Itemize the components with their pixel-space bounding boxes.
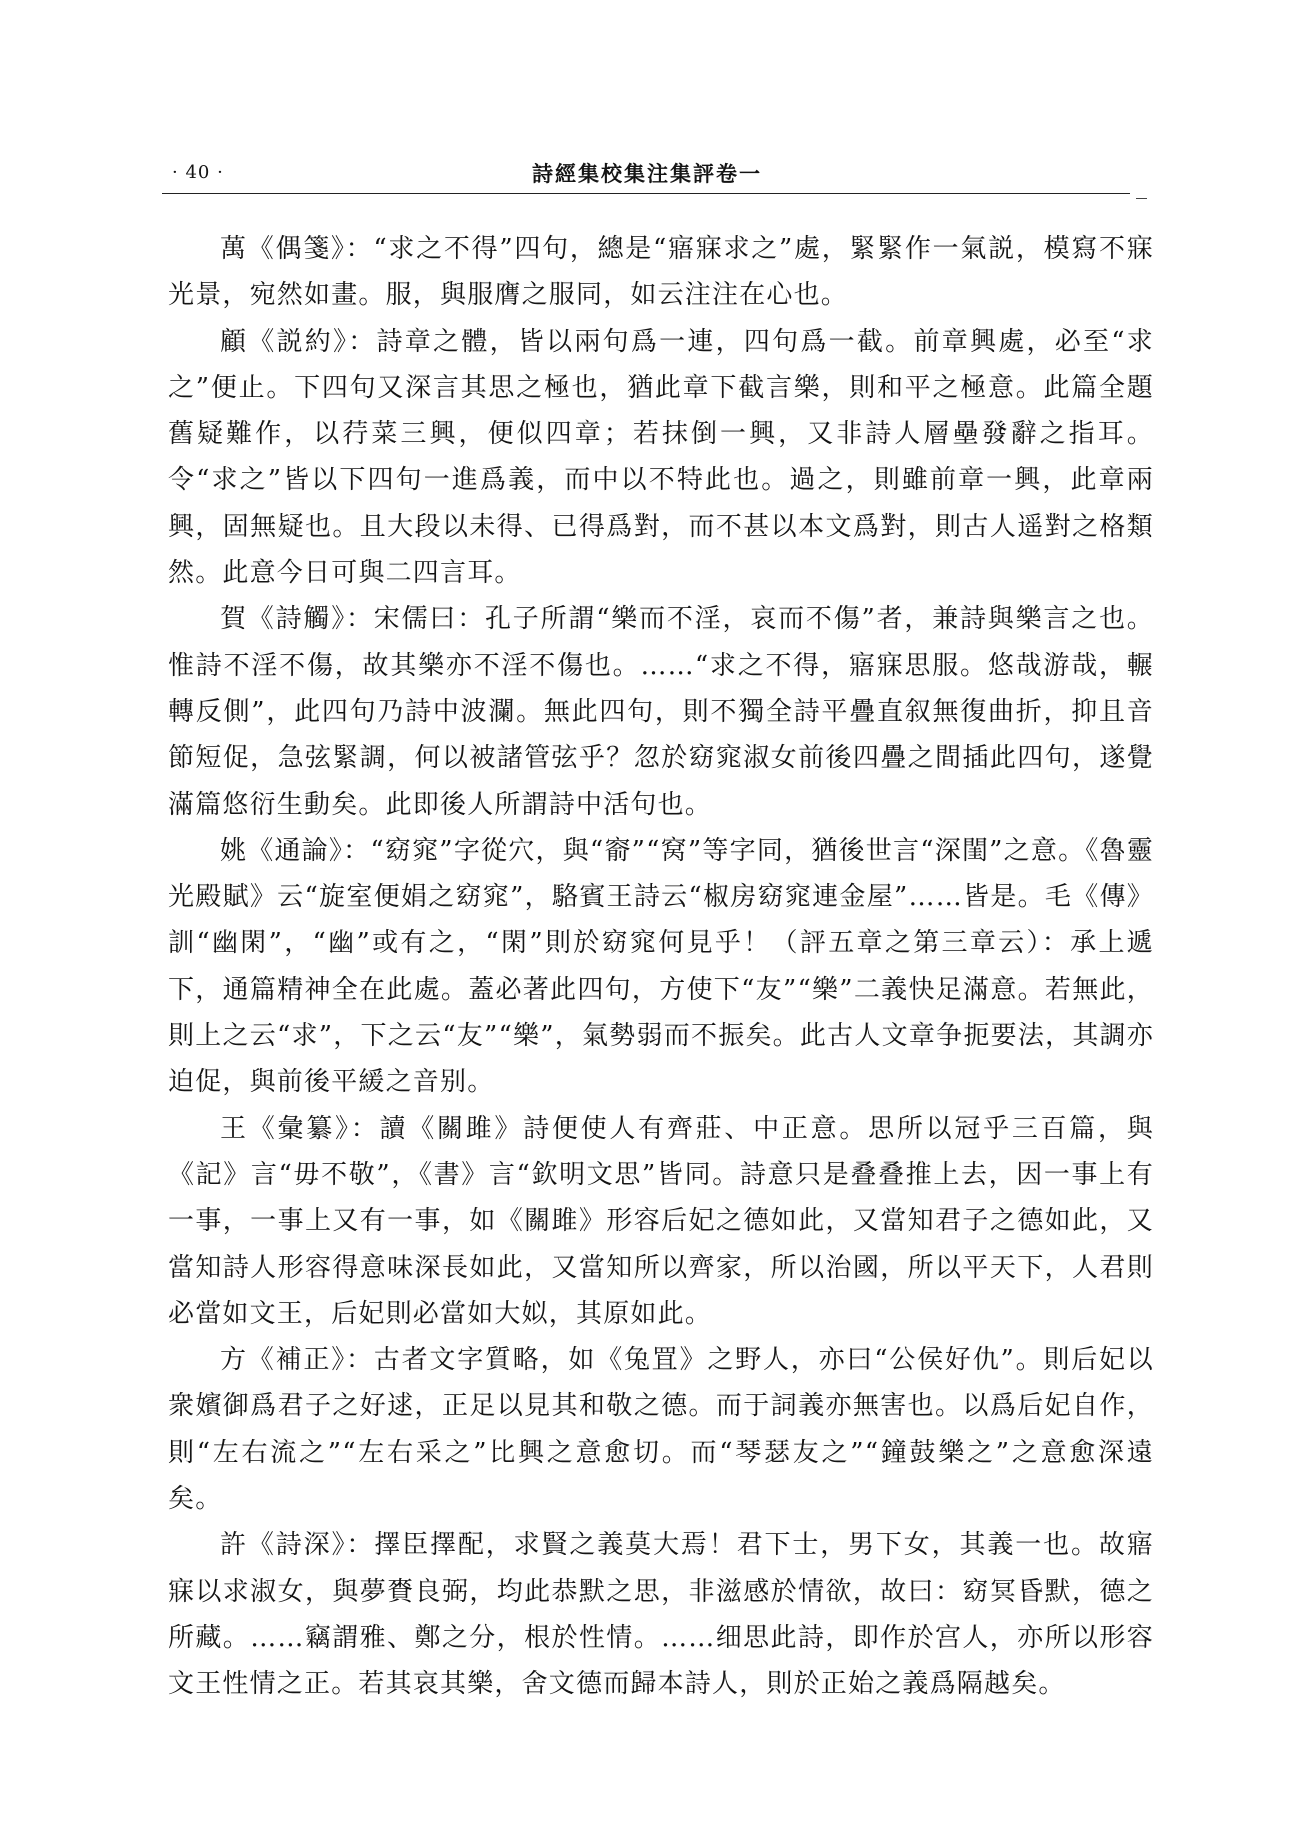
commentary-paragraph-wan: 萬《偶箋》：“求之不得”四句，總是“寤寐求之”處，緊緊作一氣説，模寫不寐光景，宛然如畫。服，與服膺之服同，如云注注在心也。 <box>168 234 1154 311</box>
commentary-paragraph-fang: 方《補正》：古者文字質略，如《兔罝》之野人，亦曰“公侯好仇”。則后妃以衆嬪御爲君子之好逑，正足以見其和敬之德。而于詞義亦無害也。以爲后妃自作，則“左右流之”“左右采之”比興之意愈切。而“琴瑟友之”“鐘鼓樂之”之意愈深遠矣。 <box>168 1345 1154 1515</box>
page-header <box>162 156 1132 192</box>
commentary-paragraph-yao: 姚《通論》：“窈窕”字從穴，與“窬”“窝”等字同，猶後世言“深閨”之意。《魯靈光殿賦》云“旋室便娟之窈窕”，駱賓王詩云“椒房窈窕連金屋”……皆是。毛《傳》訓“幽閑”，“幽”或有之，“閑”則於窈窕何見乎！（評五章之第三章云）：承上遞下，通篇精神全在此處。蓋必著此四句，方使下“友”“樂”二義快足滿意。若無此，則上之云“求”，下之云“友”“樂”，氣勢弱而不振矣。此古人文章争扼要法，其調亦迫促，與前後平緩之音别。 <box>168 835 1154 1098</box>
commentary-paragraph-xu: 許《詩深》：擇臣擇配，求賢之義莫大焉！君下士，男下女，其義一也。故寤寐以求淑女，與夢賚良弼，均此恭默之思，非滋感於情欲，故曰：窈冥昏默，德之所藏。……竊謂雅、鄭之分，根於性情。……细思此詩，即作於宫人，亦所以形容文王性情之正。若其哀其樂，舍文德而歸本詩人，則於正始之義爲隔越矣。 <box>168 1530 1154 1700</box>
margin-tick <box>1136 198 1147 199</box>
page-number: · 40 · <box>172 162 224 183</box>
commentary-paragraph-gu: 顧《説約》：詩章之體，皆以兩句爲一連，四句爲一截。前章興處，必至“求之”便止。下四句又深言其思之極也，猶此章下截言樂，則和平之極意。此篇全題舊疑難作，以荇菜三興，便似四章；若抹倒一興，又非詩人層壘發辭之指耳。令“求之”皆以下四句一進爲義，而中以不特此也。過之，則雖前章一興，此章兩興，固無疑也。且大段以未得、已得爲對，而不甚以本文爲對，則古人遥對之格類然。此意今日可與二四言耳。 <box>168 326 1154 589</box>
commentary-paragraph-he: 賀《詩觸》：宋儒曰：孔子所謂“樂而不淫，哀而不傷”者，兼詩與樂言之也。惟詩不淫不傷，故其樂亦不淫不傷也。……“求之不得，寤寐思服。悠哉游哉，輾轉反側”，此四句乃詩中波瀾。無此四句，則不獨全詩平疊直叙無復曲折，抑且音節短促，急弦緊調，何以被諸管弦乎？忽於窈窕淑女前後四疊之間插此四句，遂覺滿篇悠衍生動矣。此即後人所謂詩中活句也。 <box>168 604 1154 820</box>
header-rule <box>162 193 1130 194</box>
commentary-body <box>168 226 1154 1708</box>
commentary-paragraph-wang: 王《彙纂》：讀《關雎》詩便使人有齊莊、中正意。思所以冠乎三百篇，與《記》言“毋不敬”，《書》言“欽明文思”皆同。詩意只是叠叠推上去，因一事上有一事，一事上又有一事，如《關雎》形容后妃之德如此，又當知君子之德如此，又當知詩人形容得意味深長如此，又當知所以齊家，所以治國，所以平天下，人君則必當如文王，后妃則必當如大姒，其原如此。 <box>168 1113 1154 1329</box>
running-title: 詩經集校集注集評卷一 <box>532 161 762 186</box>
